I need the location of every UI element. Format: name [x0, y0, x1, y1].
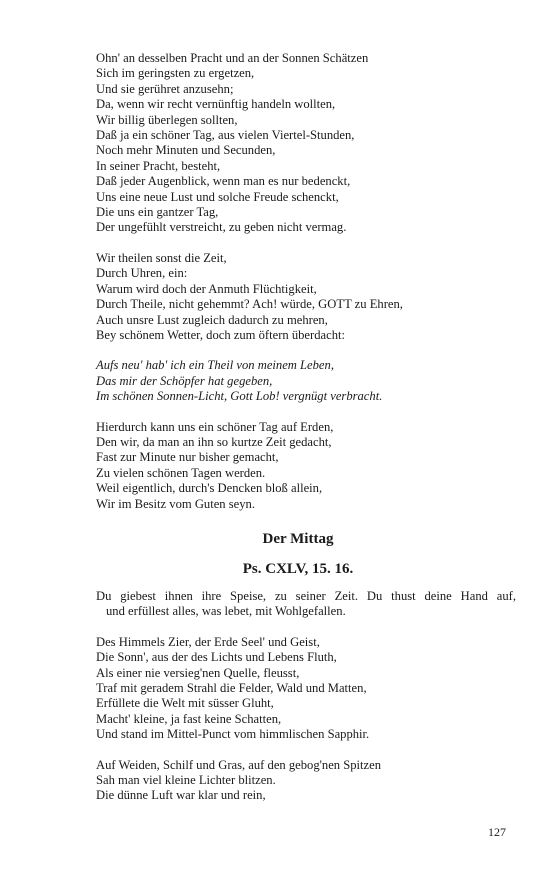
stanza: [96, 51, 516, 236]
verse-line: Im schönen Sonnen-Licht, Gott Lob! vergnügt verbracht.: [96, 389, 383, 404]
verse-line: Macht' kleine, ja fast keine Schatten,: [96, 711, 282, 726]
verse-line: Erfüllete die Welt mit süsser Gluht,: [96, 696, 274, 711]
scripture-quote: [96, 589, 516, 620]
verse-line: Daß ja ein schöner Tag, aus vielen Viertel-Stunden,: [96, 128, 355, 143]
verse-line: Des Himmels Zier, der Erde Seel' und Geist,: [96, 634, 320, 649]
verse-line: Bey schönem Wetter, doch zum öftern überdacht:: [96, 327, 345, 342]
verse-line: Sah man viel kleine Lichter blitzen.: [96, 773, 276, 788]
verse-line: Und sie gerühret anzusehn;: [96, 81, 234, 96]
verse-line: Daß jeder Augenblick, wenn man es nur bedenckt,: [96, 174, 351, 189]
poem-before-section: [96, 51, 516, 512]
verse-line: Den wir, da man an ihn so kurtze Zeit gedacht,: [96, 434, 332, 449]
verse-line: Ohn' an desselben Pracht und an der Sonnen Schätzen: [96, 51, 369, 65]
verse-line: Und stand im Mittel-Punct vom himmlischen Sapphir.: [96, 727, 370, 742]
verse-line: Aufs neu' hab' ich ein Theil von meinem Leben,: [96, 358, 334, 373]
scripture-reference: Ps. CXLV, 15. 16.: [242, 560, 354, 577]
verse-line: Der ungefühlt verstreicht, zu geben nicht vermag.: [96, 220, 347, 235]
verse-line: Die uns ein gantzer Tag,: [96, 205, 219, 220]
verse-line: Warum wird doch der Anmuth Flüchtigkeit,: [96, 281, 317, 296]
stanza: [96, 251, 516, 343]
page-body: [96, 51, 516, 819]
verse-line: Sich im geringsten zu ergetzen,: [96, 66, 255, 81]
verse-line: Auch unsre Lust zugleich dadurch zu mehren,: [96, 312, 328, 327]
verse-line: Die dünne Luft war klar und rein,: [96, 788, 266, 803]
verse-line: Die Sonn', aus der des Lichts und Lebens Fluth,: [96, 650, 337, 665]
poem-after-section: [96, 635, 516, 804]
verse-line: Uns eine neue Lust und solche Freude schenckt,: [96, 189, 339, 204]
stanza: [96, 758, 516, 804]
verse-line: Auf Weiden, Schilf und Gras, auf den gebog'nen Spitzen: [96, 757, 382, 772]
verse-line: Zu vielen schönen Tagen werden.: [96, 465, 266, 480]
verse-line: Da, wenn wir recht vernünftig handeln wollten,: [96, 97, 336, 112]
verse-line: Wir billig überlegen sollten,: [96, 112, 238, 127]
scripture-quote-line: Du giebest ihnen ihre Speise, zu seiner Zeit. Du thust deine Hand auf,: [96, 588, 516, 603]
verse-line: Hierdurch kann uns ein schöner Tag auf Erden,: [96, 419, 334, 434]
verse-line: Fast zur Minute nur bisher gemacht,: [96, 450, 279, 465]
verse-line: Traf mit geradem Strahl die Felder, Wald und Matten,: [96, 681, 367, 695]
italic-stanza: [96, 358, 516, 404]
verse-line: Noch mehr Minuten und Secunden,: [96, 143, 276, 158]
verse-line: Wir im Besitz vom Guten seyn.: [96, 496, 255, 511]
stanza: [96, 420, 516, 512]
stanza: [96, 635, 516, 743]
section-title: Der Mittag: [262, 530, 334, 547]
page-number: 127: [488, 825, 506, 839]
verse-line: Durch Theile, nicht gehemmt? Ach! würde, GOTT zu Ehren,: [96, 297, 403, 312]
verse-line: Wir theilen sonst die Zeit,: [96, 250, 227, 265]
verse-line: Durch Uhren, ein:: [96, 266, 188, 281]
verse-line: Das mir der Schöpfer hat gegeben,: [96, 373, 273, 388]
scripture-quote-line: und erfüllest alles, was lebet, mit Wohlgefallen.: [106, 604, 346, 619]
verse-line: Als einer nie versieg'nen Quelle, fleusst,: [96, 665, 300, 680]
verse-line: In seiner Pracht, besteht,: [96, 158, 221, 173]
verse-line: Weil eigentlich, durch's Dencken bloß allein,: [96, 481, 323, 496]
